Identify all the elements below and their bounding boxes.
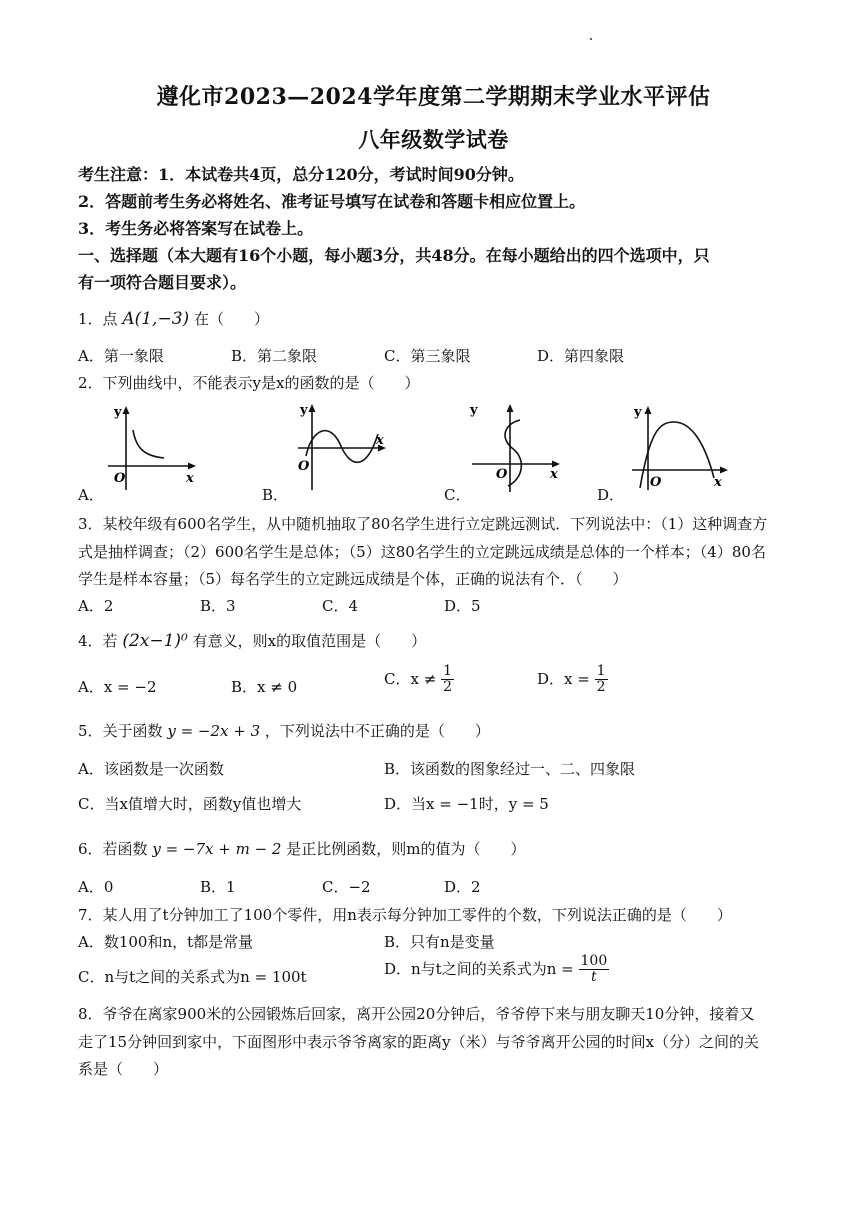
q2-graph-b (290, 398, 390, 498)
q6-expr: y = −7x + m − 2 (152, 840, 282, 858)
q1-stem (78, 308, 269, 329)
q3-line1: 3．某校年级有600名学生，从中随机抽取了80名学生进行立定跳远测试．下列说法中：（1）这种调查方 (78, 515, 768, 533)
q6-stem (78, 838, 525, 859)
exam-subtitle: 八年级数学试卷 (358, 127, 509, 152)
q6-option-a: A．0 (78, 878, 114, 896)
q3-option-a: A．2 (78, 597, 114, 615)
q4-option-d (537, 664, 608, 696)
q4-option-c (384, 664, 454, 696)
q2-stem: 2．下列曲线中，不能表示y是x的函数的是（ ） (78, 374, 420, 392)
notice-2: 2．答题前考生务必将姓名、准考证号填写在试卷和答题卡相应位置上。 (78, 192, 586, 211)
q1-option-b: B．第二象限 (231, 347, 318, 365)
q7-option-c: C．n与t之间的关系式为n = 100t (78, 968, 307, 986)
q8-line3: 系是（ ） (78, 1060, 169, 1078)
q4-post: 有意义，则x的取值范围是（ ） (192, 632, 427, 650)
q7-option-d (384, 954, 609, 986)
q2b-y-label: y (300, 403, 308, 418)
q1-post: 在（ ） (193, 310, 269, 328)
q7-stem: 7．某人用了t分钟加工了100个零件，用n表示每分钟加工零件的个数，下列说法正确的是（ ） (78, 906, 732, 924)
notice-3: 3．考生务必将答案写在试卷上。 (78, 219, 314, 238)
speck (590, 38, 592, 40)
q2d-origin: O (650, 475, 662, 490)
q5-option-a: A．该函数是一次函数 (78, 760, 224, 778)
q4-expr: (2x−1)⁰ (122, 631, 188, 651)
q2-option-d: D． (597, 486, 625, 504)
q2-option-c: C． (444, 486, 471, 504)
q7-option-a: A．数100和n，t都是常量 (78, 933, 254, 951)
q7-d-pre: D．n与t之间的关系式为n = (384, 959, 574, 978)
q5-option-b: B．该函数的图象经过一、二、四象限 (384, 760, 636, 778)
q4-d-fraction (595, 664, 608, 696)
q5-expr: y = −2x + 3 (167, 722, 261, 740)
q7-option-b: B．只有n是变量 (384, 933, 495, 951)
q5-option-c: C．当x值增大时，函数y值也增大 (78, 795, 302, 813)
q4-d-pre: D．x = (537, 669, 590, 688)
q2d-x-label: x (714, 475, 722, 490)
section-heading-line2: 有一项符合题目要求）。 (78, 273, 247, 292)
q6-option-d: D．2 (444, 878, 481, 896)
q5-option-d: D．当x = −1时，y = 5 (384, 795, 549, 813)
q2-graph-a (100, 400, 200, 495)
q7-d-denominator: t (591, 969, 597, 986)
q2c-x-label: x (550, 467, 558, 482)
q3-line3: 学生是样本容量；（5）每名学生的立定跳远成绩是个体，正确的说法有个．（ ） (78, 570, 628, 588)
q2b-x-label: x (376, 433, 384, 448)
q2a-y-label: y (114, 405, 122, 420)
q1-option-d: D．第四象限 (537, 347, 625, 365)
q3-line2: 式是抽样调查；（2）600名学生是总体；（5）这80名学生的立定跳远成绩是总体的一个样本；（4）80名 (78, 543, 766, 561)
q5-post: ，下列说法中不正确的是（ ） (264, 722, 490, 740)
q4-stem (78, 630, 426, 651)
q4-option-b: B．x ≠ 0 (231, 678, 298, 696)
q4-c-pre: C．x ≠ (384, 669, 437, 688)
q8-line2: 走了15分钟回到家中，下面图形中表示爷爷离家的距离y（米）与爷爷离开公园的时间x（分）之间的关 (78, 1033, 760, 1051)
q8-line1: 8．爷爷在离家900米的公园锻炼后回家，离开公园20分钟后，爷爷停下来与朋友聊天10分钟，接着又 (78, 1005, 755, 1023)
q3-option-d: D．5 (444, 597, 481, 615)
q4-c-denominator: 2 (443, 679, 452, 696)
section-heading-line1: 一、选择题（本大题有16个小题，每小题3分，共48分。在每小题给出的四个选项中，只 (78, 246, 710, 265)
q7-d-numerator: 100 (580, 953, 608, 969)
q4-d-numerator: 1 (596, 663, 606, 679)
q4-option-a: A．x = −2 (78, 678, 157, 696)
q1-pre: 1．点 (78, 310, 118, 328)
q1-option-c: C．第三象限 (384, 347, 471, 365)
q2a-x-label: x (186, 471, 194, 486)
q6-pre: 6．若函数 (78, 840, 148, 858)
q5-stem (78, 720, 490, 741)
q4-d-denominator: 2 (596, 679, 606, 696)
q2b-origin: O (298, 459, 310, 474)
q5-pre: 5．关于函数 (78, 722, 163, 740)
q1-expr: A(1,−3) (122, 309, 190, 329)
q2c-y-label: y (470, 403, 478, 418)
q6-post: 是正比例函数，则m的值为（ ） (286, 840, 526, 858)
q2d-y-label: y (634, 405, 642, 420)
q4-c-fraction (441, 664, 454, 696)
q2c-origin: O (496, 467, 508, 482)
q2-graph-c (468, 398, 568, 498)
q7-d-fraction (579, 954, 610, 986)
exam-title: 遵化市2023—2024学年度第二学期期末学业水平评估 (156, 84, 711, 110)
q3-option-c: C．4 (322, 597, 359, 615)
notice-1: 考生注意：1．本试卷共4页，总分120分，考试时间90分钟。 (78, 165, 524, 184)
q2-option-b: B． (262, 486, 289, 504)
q6-option-b: B．1 (200, 878, 236, 896)
q1-option-a: A．第一象限 (78, 347, 164, 365)
q2-option-a: A． (78, 486, 104, 504)
q3-option-b: B．3 (200, 597, 236, 615)
q4-pre: 4．若 (78, 632, 118, 650)
q2a-origin: O (114, 471, 126, 486)
q2-graph-d (626, 400, 736, 495)
q4-c-numerator: 1 (443, 663, 452, 679)
q6-option-c: C．−2 (322, 878, 371, 896)
